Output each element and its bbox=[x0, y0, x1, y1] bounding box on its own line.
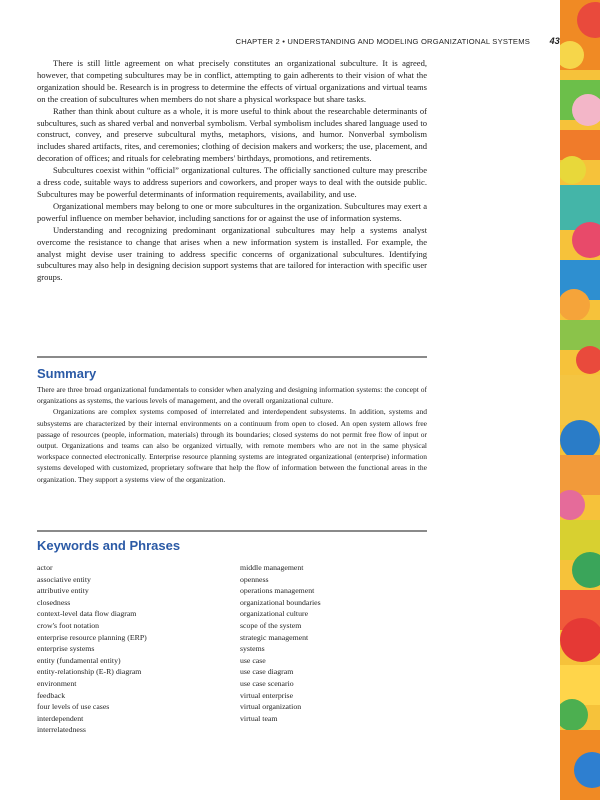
body-paragraph: Rather than think about culture as a whole, it is more useful to think about the researchable determinants of subcultures, such as shared verbal and nonverbal symbolism. Verbal symbolism includes shared language used to construct, convey, and preserve subcultural myths, metaphors, visions, and humor. Nonverbal symbolism includes shared artifacts, rites, and ceremonies; clothing of decision makers and workers; the use, placement, and decoration of offices; and rituals for celebrating members' birthdays, promotions, and retirements. bbox=[37, 105, 427, 164]
summary-heading: Summary bbox=[37, 366, 97, 381]
keyword-item: virtual team bbox=[240, 713, 278, 723]
keyword-item: associative entity bbox=[37, 574, 91, 584]
section-divider bbox=[37, 356, 427, 358]
body-paragraph: There is still little agreement on what precisely constitutes an organizational subculture. It is agreed, however, that competing subcultures may be in conflict, attempting to gain adherents to their vision of what the organization should be. Research is in progress to determine the effects of virtual organizations and virtual teams on the creation of subcultures when members do not share a physical workspace but share tasks. bbox=[37, 58, 427, 104]
keyword-item: use case diagram bbox=[240, 667, 294, 677]
keywords-right-column bbox=[240, 562, 321, 724]
body-paragraph: Organizational members may belong to one or more subcultures in the organization. Subcultures may exert a powerful influence on member behavior, including sanctions for or against the use of information systems. bbox=[37, 200, 427, 223]
keyword-item: organizational boundaries bbox=[240, 597, 321, 607]
keyword-item: feedback bbox=[37, 690, 66, 700]
summary-paragraph: There are three broad organizational fundamentals to consider when analyzing and designing information systems: the concept of organizations as systems, the various levels of management, and the overall organizational culture. bbox=[37, 385, 427, 406]
body-text bbox=[37, 58, 427, 284]
keywords-heading: Keywords and Phrases bbox=[37, 538, 181, 553]
body-paragraph: Understanding and recognizing predominant organizational subcultures may help a systems analyst overcome the resistance to change that arises when a new information system is installed. For example, the analyst might devise user training to address specific concerns of organizational subcultures. Identifying subcultures may also help in designing decision support systems that are tailored for interaction with specific user groups. bbox=[37, 224, 427, 283]
keyword-item: crow's foot notation bbox=[37, 620, 100, 630]
keyword-item: enterprise resource planning (ERP) bbox=[37, 632, 147, 642]
keyword-item: virtual enterprise bbox=[240, 690, 294, 700]
keyword-item: scope of the system bbox=[240, 620, 302, 630]
keyword-item: environment bbox=[37, 678, 77, 688]
keyword-item: use case scenario bbox=[240, 678, 294, 688]
keyword-item: interdependent bbox=[37, 713, 84, 723]
keyword-item: middle management bbox=[240, 563, 304, 572]
keyword-item: entity (fundamental entity) bbox=[37, 655, 121, 665]
decorative-color-strip bbox=[560, 0, 600, 800]
keyword-item: closedness bbox=[37, 597, 71, 607]
page-number: 43 bbox=[549, 36, 560, 46]
keyword-item: operations management bbox=[240, 586, 315, 596]
keyword-item: virtual organization bbox=[240, 702, 302, 712]
keyword-item: systems bbox=[240, 644, 265, 654]
keyword-item: attributive entity bbox=[37, 586, 89, 596]
keyword-item: interrelatedness bbox=[37, 725, 86, 735]
keyword-item: context-level data flow diagram bbox=[37, 609, 137, 619]
keywords-left-column bbox=[37, 562, 147, 736]
keyword-item: strategic management bbox=[240, 632, 309, 642]
body-paragraph: Subcultures coexist within “official” organizational cultures. The officially sanctioned culture may prescribe a dress code, suitable ways to address superiors and coworkers, and proper ways to deal with the outside public. Subcultures may be powerful determinants of information requirements, availability, and use. bbox=[37, 165, 427, 199]
keyword-item: organizational culture bbox=[240, 609, 309, 619]
keyword-item: openness bbox=[240, 574, 269, 584]
chapter-title: CHAPTER 2 • UNDERSTANDING AND MODELING ORGANIZATIONAL SYSTEMS bbox=[235, 37, 530, 46]
keyword-item: enterprise systems bbox=[37, 644, 95, 654]
keyword-item: four levels of use cases bbox=[37, 702, 110, 712]
keyword-item: entity-relationship (E-R) diagram bbox=[37, 667, 142, 677]
summary-paragraph: Organizations are complex systems composed of interrelated and interdependent subsystems. In addition, systems and subsystems are characterized by their internal environments on a continuum from open to closed. An open system allows free passage of resources (people, information, materials) through its boundaries; closed systems do not permit free flow of input or output. Organizations and teams can also be organized virtually, with remote members who are not in the same physical workspace connected electronically. Enterprise resource planning systems are integrated organizational (enterprise) information systems developed with customized, proprietary software that help the flow of information between the functional areas in the organization. They support a systems view of the organization. bbox=[37, 407, 427, 484]
keyword-item: actor bbox=[37, 563, 53, 572]
section-divider bbox=[37, 530, 427, 532]
summary-text bbox=[37, 384, 427, 485]
running-header bbox=[230, 36, 560, 50]
keyword-item: use case bbox=[240, 655, 266, 665]
